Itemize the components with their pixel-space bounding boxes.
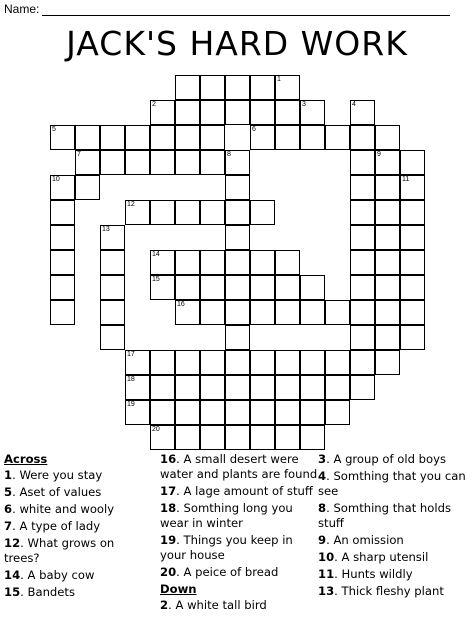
clue-item [160,484,318,499]
grid-cell[interactable] [100,275,125,300]
clue-text: . Bandets [20,585,75,599]
grid-cell[interactable] [150,100,175,125]
grid-cell[interactable] [200,375,225,400]
cell-number: 6 [252,126,256,133]
cell-number: 2 [152,101,156,108]
clue-number: 4 [318,469,327,483]
clue-number: 12 [4,536,21,550]
grid-cell[interactable] [175,100,200,125]
grid-cell[interactable] [225,225,250,250]
clue-item [4,536,152,566]
grid-cell[interactable] [225,325,250,350]
grid-cell[interactable] [300,125,325,150]
cell-number: 18 [127,376,135,383]
clue-item [4,519,152,534]
clue-item [4,468,152,483]
grid-cell[interactable] [275,275,300,300]
grid-cell[interactable] [150,350,175,375]
clue-heading: Down [160,582,197,596]
grid-cell[interactable] [225,350,250,375]
grid-cell[interactable] [350,125,375,150]
grid-cell[interactable] [50,300,75,325]
clue-number: 15 [4,585,21,599]
grid-cell[interactable] [50,200,75,225]
grid-cell[interactable] [275,425,300,450]
cell-number: 4 [352,101,356,108]
grid-cell[interactable] [175,425,200,450]
puzzle-title: JACK'S HARD WORK [66,24,408,63]
clue-number: 6 [4,502,13,516]
clue-item [318,533,474,548]
grid-cell[interactable] [125,400,150,425]
grid-cell[interactable] [375,200,400,225]
grid-cell[interactable] [125,125,150,150]
grid-cell[interactable] [375,125,400,150]
cell-number: 11 [402,176,410,183]
grid-cell[interactable] [200,350,225,375]
clue-text: . What grows on trees? [4,536,115,565]
grid-cell[interactable] [225,150,250,175]
grid-cell[interactable] [150,400,175,425]
cell-number: 13 [102,226,110,233]
grid-cell[interactable] [250,75,275,100]
clue-item [318,452,474,467]
grid-cell[interactable] [275,250,300,275]
grid-cell[interactable] [250,125,275,150]
grid-cell[interactable] [175,375,200,400]
clue-item [160,533,318,563]
cell-number: 15 [152,276,160,283]
grid-cell[interactable] [100,250,125,275]
grid-cell[interactable] [225,75,250,100]
grid-cell[interactable] [50,250,75,275]
clue-item [318,567,474,582]
grid-cell[interactable] [225,100,250,125]
clue-number: 5 [4,485,13,499]
grid-cell[interactable] [100,125,125,150]
grid-cell[interactable] [325,375,350,400]
clue-number: 14 [4,568,21,582]
clue-number: 7 [4,519,13,533]
grid-cell[interactable] [50,175,75,200]
grid-cell[interactable] [350,200,375,225]
grid-cell[interactable] [200,200,225,225]
clue-number: 1 [4,468,13,482]
grid-cell[interactable] [350,275,375,300]
grid-cell[interactable] [175,350,200,375]
clue-column-3 [318,452,474,601]
grid-cell[interactable] [275,350,300,375]
grid-cell[interactable] [300,425,325,450]
clue-text: . An omission [326,533,404,547]
clue-number: 10 [318,550,335,564]
grid-cell[interactable] [350,150,375,175]
grid-cell[interactable] [300,350,325,375]
grid-cell[interactable] [150,150,175,175]
grid-cell[interactable] [350,300,375,325]
grid-cell[interactable] [250,300,275,325]
grid-cell[interactable] [225,400,250,425]
clue-number: 18 [160,501,177,515]
grid-cell[interactable] [175,400,200,425]
grid-cell[interactable] [375,175,400,200]
clue-item [160,452,318,482]
grid-cell[interactable] [50,125,75,150]
grid-cell[interactable] [200,250,225,275]
clue-number: 3 [318,452,327,466]
grid-cell[interactable] [175,200,200,225]
clue-text: . Somthing long you wear in winter [160,501,293,530]
grid-cell[interactable] [175,150,200,175]
clue-text: . Thick fleshy plant [334,584,444,598]
grid-cell[interactable] [375,275,400,300]
cell-number: 17 [127,351,135,358]
grid-cell[interactable] [200,150,225,175]
grid-cell[interactable] [225,175,250,200]
cell-number: 12 [127,201,135,208]
grid-cell[interactable] [250,275,275,300]
grid-cell[interactable] [200,100,225,125]
grid-cell[interactable] [225,300,250,325]
grid-cell[interactable] [400,275,425,300]
grid-cell[interactable] [175,300,200,325]
grid-cell[interactable] [175,250,200,275]
clue-item [160,565,318,580]
grid-cell[interactable] [400,150,425,175]
grid-cell[interactable] [250,400,275,425]
clue-item [318,584,474,599]
grid-cell[interactable] [300,300,325,325]
clue-item [4,568,152,583]
clue-text: . A lage amount of stuff [176,484,313,498]
clue-text: . A small desert were water and plants are found [160,452,318,481]
grid-cell[interactable] [375,300,400,325]
clue-column-1 [4,452,152,602]
clue-number: 20 [160,565,177,579]
clue-text: . Somthing that you can see [318,469,466,498]
grid-cell[interactable] [350,350,375,375]
clue-number: 13 [318,584,335,598]
cell-number: 10 [52,176,60,183]
grid-cell[interactable] [400,250,425,275]
grid-cell[interactable] [75,175,100,200]
clue-item [4,502,152,517]
grid-cell[interactable] [200,75,225,100]
clue-heading: Across [4,452,48,466]
grid-cell[interactable] [175,275,200,300]
grid-cell[interactable] [75,150,100,175]
grid-cell[interactable] [150,275,175,300]
grid-cell[interactable] [150,425,175,450]
clue-number: 17 [160,484,177,498]
clue-number: 19 [160,533,177,547]
grid-cell[interactable] [250,425,275,450]
clue-number: 8 [318,501,327,515]
grid-cell[interactable] [125,350,150,375]
cell-number: 1 [277,76,281,83]
grid-cell[interactable] [75,125,100,150]
clue-number: 9 [318,533,327,547]
grid-cell[interactable] [275,375,300,400]
clue-text: . A peice of bread [176,565,279,579]
grid-cell[interactable] [225,375,250,400]
grid-cell[interactable] [300,100,325,125]
grid-cell[interactable] [100,300,125,325]
clue-item [4,585,152,600]
clue-text: . A white tall bird [168,598,267,612]
cell-number: 8 [227,151,231,158]
grid-cell[interactable] [325,300,350,325]
grid-cell[interactable] [150,250,175,275]
grid-cell[interactable] [150,375,175,400]
cell-number: 3 [302,101,306,108]
name-label: Name: [4,2,40,16]
grid-cell[interactable] [400,225,425,250]
clue-number: 16 [160,452,177,466]
grid-cell[interactable] [300,275,325,300]
clue-text: . A baby cow [20,568,95,582]
clue-text: . Hunts wildly [334,567,413,581]
grid-cell[interactable] [300,400,325,425]
grid-cell[interactable] [125,150,150,175]
grid-cell[interactable] [275,75,300,100]
clue-text: . Things you keep in your house [160,533,293,562]
grid-cell[interactable] [250,100,275,125]
grid-cell[interactable] [200,275,225,300]
grid-cell[interactable] [250,250,275,275]
clue-column-2 [160,452,318,615]
grid-cell[interactable] [250,350,275,375]
grid-cell[interactable] [350,225,375,250]
clue-text: . Aset of values [12,485,102,499]
grid-cell[interactable] [400,300,425,325]
grid-cell[interactable] [300,375,325,400]
grid-cell[interactable] [350,100,375,125]
clue-item [318,501,474,531]
grid-cell[interactable] [225,250,250,275]
cell-number: 20 [152,426,160,433]
grid-cell[interactable] [200,400,225,425]
clue-text: . A type of lady [12,519,101,533]
cell-number: 16 [177,301,185,308]
clue-number: 2 [160,598,169,612]
name-line[interactable] [42,15,450,16]
cell-number: 7 [77,151,81,158]
grid-cell[interactable] [125,200,150,225]
grid-cell[interactable] [200,425,225,450]
grid-cell[interactable] [175,75,200,100]
grid-cell[interactable] [350,250,375,275]
grid-cell[interactable] [50,225,75,250]
grid-cell[interactable] [375,250,400,275]
grid-cell[interactable] [275,100,300,125]
grid-cell[interactable] [200,125,225,150]
cell-number: 9 [377,151,381,158]
grid-cell[interactable] [100,150,125,175]
grid-cell[interactable] [250,200,275,225]
grid-cell[interactable] [350,375,375,400]
clue-item [318,550,474,565]
grid-cell[interactable] [225,275,250,300]
clue-item [160,501,318,531]
clue-item [318,469,474,499]
cell-number: 14 [152,251,160,258]
grid-cell[interactable] [350,325,375,350]
grid-cell[interactable] [325,400,350,425]
clue-item [160,598,318,613]
cell-number: 5 [52,126,56,133]
grid-cell[interactable] [325,350,350,375]
clue-text: . Somthing that holds stuff [318,501,451,530]
grid-cell[interactable] [275,125,300,150]
grid-cell[interactable] [275,400,300,425]
clue-text: . Were you stay [12,468,103,482]
clue-text: . A sharp utensil [334,550,429,564]
grid-cell[interactable] [375,150,400,175]
grid-cell[interactable] [225,200,250,225]
grid-cell[interactable] [375,350,400,375]
grid-cell[interactable] [375,325,400,350]
grid-cell[interactable] [375,225,400,250]
cell-number: 19 [127,401,135,408]
grid-cell[interactable] [250,375,275,400]
grid-cell[interactable] [200,300,225,325]
grid-cell[interactable] [50,275,75,300]
clue-number: 11 [318,567,335,581]
grid-cell[interactable] [400,200,425,225]
clue-text: . A group of old boys [326,452,446,466]
grid-cell[interactable] [100,225,125,250]
grid-cell[interactable] [400,325,425,350]
grid-cell[interactable] [150,125,175,150]
grid-cell[interactable] [100,325,125,350]
clue-text: . white and wooly [12,502,115,516]
grid-cell[interactable] [325,125,350,150]
grid-cell[interactable] [125,375,150,400]
grid-cell[interactable] [350,175,375,200]
clue-item [4,485,152,500]
grid-cell[interactable] [275,300,300,325]
grid-cell[interactable] [150,200,175,225]
grid-cell[interactable] [400,175,425,200]
grid-cell[interactable] [175,125,200,150]
grid-cell[interactable] [225,425,250,450]
